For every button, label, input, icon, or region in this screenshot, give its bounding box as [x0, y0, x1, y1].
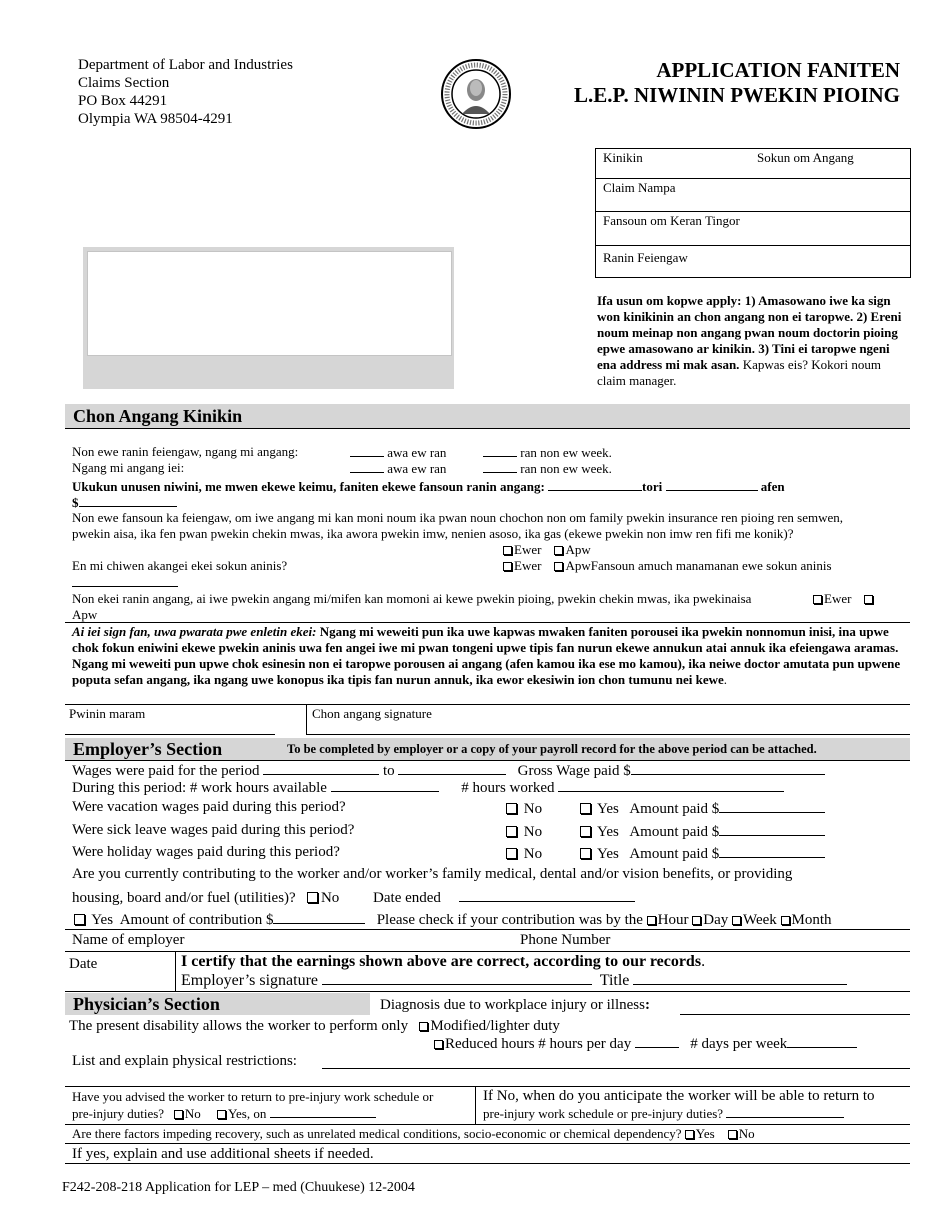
reduced-hours-row[interactable]: Reduced hours # hours per day # days per week — [434, 1035, 857, 1053]
diagnosis-row[interactable]: Diagnosis due to workplace injury or illness: — [380, 997, 650, 1013]
instructions: Ifa usun om kopwe apply: 1) Amasowano iwe ka sign won kinikinin an chon angang non ei taropwe. 2) Ereni noum meinap non angang pwan noum doctorin pioing epwe amasowano ar kinikin. 3) Tini ei taropwe ngeni ena address mi mak asan. Kapwas eis? Kokori noum claim manager. — [597, 293, 902, 388]
factors-yes-checkbox[interactable] — [685, 1130, 694, 1139]
worker-certification: Ai iei sign fan, uwa pwarata pwe enletin ekei: Ngang mi weweiti pun ika uwe kapwas mwaken faniten porousei ika pwekin nonnomun inisi, ina upwe chok fokun eniwini ekewe pwekin aninis uwa fen angei iwe mi pwan tongeni upwe tipis fan nurun ekewe annukun atai annuk ika efeiengawa aramas. Ngang mi weweiti pun upwe chok esinesin non ei taropwe porousen ai angang (afen kamou ika ese mo kamou), ika neiwe doctor amutata pun upwene poputa sefan angang, ika ngang uwe konopus ika tipis fan nurun annuk, ika ewor ekesiwin ion chon tumunu nei kewe. — [72, 624, 901, 687]
advised-question: Have you advised the worker to return to pre-injury work schedule or pre-injury duties? No Yes, on — [72, 1089, 434, 1121]
employer-name-field[interactable]: Name of employer — [72, 932, 185, 948]
benefits-yes-no[interactable]: Ewer Apw — [503, 542, 591, 558]
address-window — [83, 247, 454, 389]
other-benefits-no: Apw — [72, 607, 98, 622]
form-footer-id: F242-208-218 Application for LEP – med (Chuukese) 12-2004 — [62, 1180, 415, 1195]
holiday-answer[interactable]: No Yes Amount paid $ — [506, 845, 825, 863]
advised-no-checkbox[interactable] — [174, 1110, 183, 1119]
pay-period-row: Wages were paid for the period to Gross Wage paid $ — [72, 762, 902, 780]
employer-date-field[interactable]: Date — [69, 956, 98, 972]
normal-schedule-row: Ngang mi angang iei: awa ew ran ran non ew week. — [72, 460, 612, 476]
employer-section-subtitle: To be completed by employer or a copy of your payroll record for the above period can be attached. — [287, 742, 817, 756]
gross-wage-row: Ukukun unusen niwini, me mwen ekewe keimu, faniten ekewe fansoun ranin angang: tori afen — [72, 479, 785, 494]
contribution-amount-row: Yes Amount of contribution $ Please check if your contribution was by the Hour Day Week Month — [74, 911, 832, 929]
restrictions-label: List and explain physical restrictions: — [72, 1053, 297, 1069]
injury-date-field[interactable]: Ranin Feiengaw — [603, 250, 688, 265]
hours-available-row: During this period: # work hours available # hours worked — [72, 779, 902, 797]
factors-no-checkbox[interactable] — [728, 1130, 737, 1139]
worker-signature-field[interactable]: Chon angang signature — [312, 706, 432, 721]
state-seal — [440, 58, 512, 130]
impeding-factors-question: Are there factors impeding recovery, such as unrelated medical conditions, socio-economic or chemical dependency? Yes No — [72, 1126, 755, 1141]
ssn-field[interactable]: Fansoun om Keran Tingor — [603, 213, 740, 228]
vacation-answer[interactable]: No Yes Amount paid $ — [506, 800, 825, 818]
other-benefits-yes[interactable]: Ewer — [813, 591, 875, 607]
employer-phone-field[interactable]: Phone Number — [520, 932, 611, 948]
sick-leave-answer[interactable]: No Yes Amount paid $ — [506, 823, 825, 841]
still-receiving-question: En mi chiwen akangei ekei sokun aninis? — [72, 558, 288, 573]
other-benefits-question: Non ekei ranin angang, ai iwe pwekin angang mi/mifen kan momoni ai kewe pwekin pioing, pwekin chekin mwas, ika pwekinaisa — [72, 591, 752, 606]
disability-question: The present disability allows the worker to perform only Modified/lighter duty — [69, 1018, 560, 1034]
anticipate-question[interactable]: If No, when do you anticipate the worker will be able to return to pre-injury work schedule or pre-injury duties? — [483, 1088, 875, 1121]
claim-number-field[interactable]: Claim Nampa — [603, 180, 676, 195]
employer-signature-row[interactable]: Employer’s signature Title — [181, 972, 847, 990]
form-title: APPLICATION FANITEN L.E.P. NIWININ PWEKIN PIOING — [574, 58, 900, 107]
advised-yes-checkbox[interactable] — [217, 1110, 226, 1119]
contribution-yes-checkbox[interactable] — [74, 914, 85, 925]
housing-question: housing, board and/or fuel (utilities)? No Date ended — [72, 889, 635, 907]
dob-field[interactable]: Sokun om Angang — [757, 150, 854, 165]
gross-wage-amount[interactable]: $ — [72, 494, 177, 511]
physician-section-title: Physician’s Section — [73, 994, 220, 1014]
worker-date-field[interactable]: Pwinin maram — [69, 706, 146, 721]
holiday-question: Were holiday wages paid during this period? — [72, 844, 340, 860]
employer-section-title: Employer’s Section — [73, 739, 223, 759]
hours-worked-row: Non ewe ranin feiengaw, ngang mi angang: awa ew ran ran non ew week. — [72, 444, 612, 460]
vacation-question: Were vacation wages paid during this period? — [72, 799, 346, 815]
still-receiving-yes-no[interactable]: Ewer ApwFansoun amuch manamanan ewe sokun aninis — [503, 558, 832, 574]
worker-section-title: Chon Angang Kinikin — [73, 406, 243, 426]
explain-field[interactable]: If yes, explain and use additional sheets if needed. — [72, 1146, 374, 1162]
agency-address: Department of Labor and Industries Claims Section PO Box 44291 Olympia WA 98504-4291 — [78, 57, 293, 127]
employer-certification: I certify that the earnings shown above are correct, according to our records. — [181, 953, 706, 970]
modified-duty-checkbox[interactable] — [419, 1022, 428, 1031]
contribution-no-checkbox[interactable] — [307, 892, 318, 903]
contribution-question: Are you currently contributing to the worker and/or worker’s family medical, dental and/or vision benefits, or providing — [72, 866, 793, 882]
benefits-question: Non ewe fansoun ka feiengaw, om iwe angang mi kan moni noum ika pwan noun chochon non om family pwekin insurance ren pioing ren semwen, pwekin aisa, ika fen pwan pwekin chekin mwas, ika awora pwekin imw, nenien asoso, ika gas (ekewe pwekin non imw ren fifi me konik)? — [72, 510, 844, 541]
sick-leave-question: Were sick leave wages paid during this period? — [72, 822, 355, 838]
worker-name-field[interactable]: Kinikin — [603, 150, 643, 165]
